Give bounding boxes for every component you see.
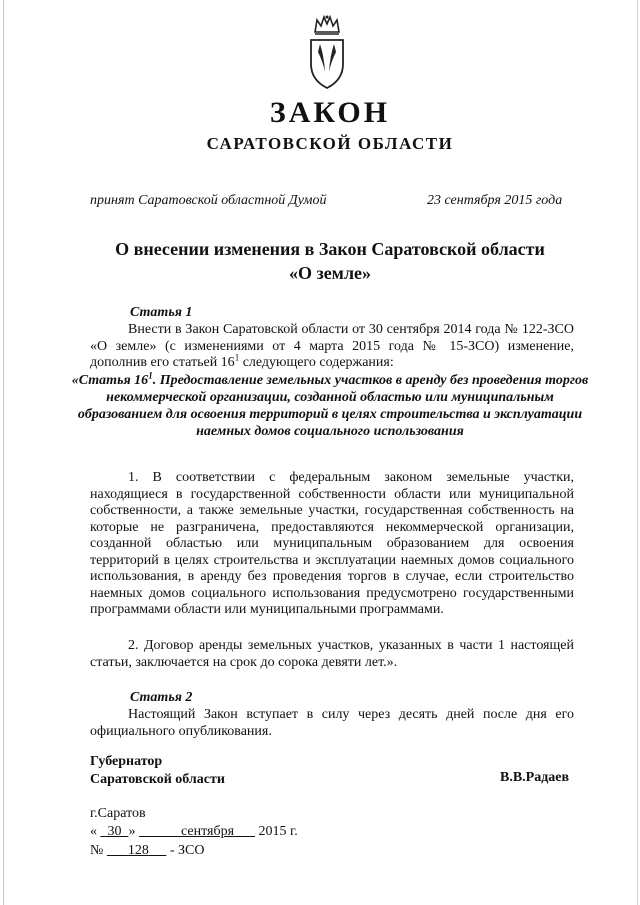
article1-paragraph2: 2. Договор аренды земельных участков, указанных в части 1 настоящей статьи, заключается на срок до сорока девяти лет.». xyxy=(90,638,574,670)
law-number-value: 128 xyxy=(127,843,149,858)
new-article-title-text: . Предоставление земельных участков в аренду без проведения торгов некоммерческой организации, созданной областью или муниципальным образованием для освоения территорий в целях строительства и эксплуатации наемных домов социального использования xyxy=(77,373,589,439)
signing-date: « 30 » сентября 2015 г. xyxy=(90,824,298,839)
adopted-by: принят Саратовской областной Думой xyxy=(90,193,327,208)
document-title-line1: О внесении изменения в Закон Саратовской области xyxy=(115,239,545,259)
adopted-date: 23 сентября 2015 года xyxy=(427,193,563,208)
article1-heading: Статья 1 xyxy=(130,305,193,320)
new-article-superscript: 1 xyxy=(148,370,153,381)
signing-date-year: 2015 г. xyxy=(258,824,298,839)
signatory-title-line1: Губернатор xyxy=(90,754,163,769)
region-name: САРАТОВСКОЙ ОБЛАСТИ xyxy=(206,134,454,153)
article1-intro-text: Внести в Закон Саратовской области от 30 сентября 2014 года № 122-ЗСО «О земле» (с изменениями от 4 марта 2015 года № 15-ЗСО) изменение, дополнив его статьей 16 xyxy=(90,322,574,370)
article1-paragraph1: 1. В соответствии с федеральным законом земельные участки, находящиеся в государственной собственности области или муниципальной собственности, а также земельные участки, государственная собственность на которые не разграничена, предоставляются некоммерческой организации, созданной областью или муниципальным образованием для освоения территорий в целях строительства и эксплуатации наемных домов социального использования, в аренду без проведения торгов в случае, если строительство наемных домов социального использования предусмотрено государственными программами области или муниципальными программами. xyxy=(90,470,574,617)
new-article-prefix: «Статья 16 xyxy=(71,373,149,388)
law-number xyxy=(90,843,204,859)
document-title-line2: «О земле» xyxy=(288,263,372,283)
coat-of-arms-emblem xyxy=(307,14,347,90)
law-title: ЗАКОН xyxy=(269,96,391,129)
article2-heading: Статья 2 xyxy=(130,690,193,705)
signing-date-month: сентября xyxy=(181,824,235,839)
signatory-name: В.В.Радаев xyxy=(500,770,570,785)
law-number-label: № xyxy=(90,843,104,858)
signing-date-day: 30 xyxy=(107,824,122,839)
document-title xyxy=(60,237,600,285)
signing-place: г.Саратов xyxy=(90,806,146,821)
signatory-title-line2: Саратовской области xyxy=(90,772,225,787)
article1-intro-tail: следующего содержания: xyxy=(239,355,394,370)
article1-intro xyxy=(90,322,574,372)
law-number-suffix: - ЗСО xyxy=(169,843,205,858)
article2-text: Настоящий Закон вступает в силу через десять дней после дня его официального опубликования. xyxy=(90,707,574,739)
new-article-title xyxy=(70,372,590,440)
article1-intro-superscript: 1 xyxy=(234,352,240,363)
